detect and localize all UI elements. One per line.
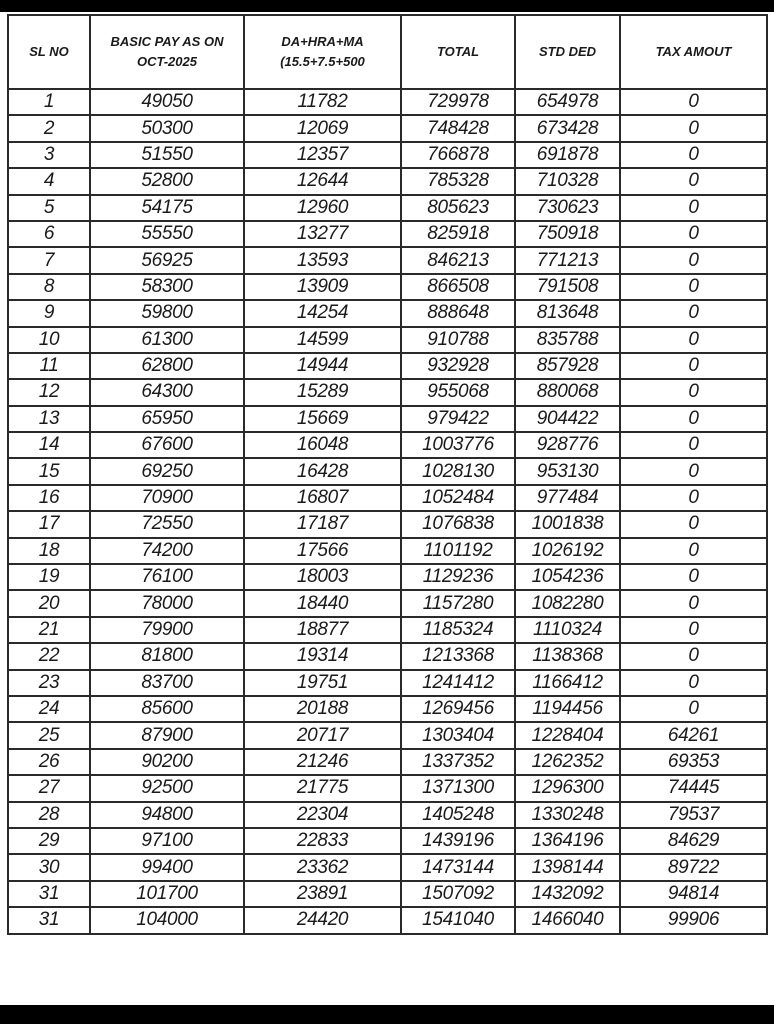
cell-tax-amount: 0: [620, 300, 767, 326]
cell-std-ded: 1432092: [515, 881, 620, 907]
cell-allowances: 23891: [244, 881, 401, 907]
table-row: [8, 485, 767, 511]
header-line: OCT-2025: [137, 54, 197, 69]
cell-std-ded: 928776: [515, 432, 620, 458]
cell-tax-amount: 0: [620, 195, 767, 221]
cell-total: 1241412: [401, 670, 515, 696]
cell-tax-amount: 0: [620, 590, 767, 616]
cell-tax-amount: 0: [620, 485, 767, 511]
cell-sl-no: 15: [8, 458, 90, 484]
cell-std-ded: 1466040: [515, 907, 620, 933]
header-line: DA+HRA+MA: [281, 34, 364, 49]
cell-tax-amount: 64261: [620, 722, 767, 748]
cell-total: 825918: [401, 221, 515, 247]
header-allowances: [244, 15, 401, 89]
cell-basic-pay: 52800: [90, 168, 244, 194]
table-body: [8, 89, 767, 934]
cell-sl-no: 5: [8, 195, 90, 221]
table-row: [8, 881, 767, 907]
cell-basic-pay: 74200: [90, 538, 244, 564]
cell-tax-amount: 0: [620, 142, 767, 168]
cell-tax-amount: 0: [620, 221, 767, 247]
cell-sl-no: 8: [8, 274, 90, 300]
cell-total: 729978: [401, 89, 515, 115]
cell-total: 1269456: [401, 696, 515, 722]
cell-tax-amount: 94814: [620, 881, 767, 907]
cell-tax-amount: 0: [620, 643, 767, 669]
cell-tax-amount: 0: [620, 511, 767, 537]
cell-tax-amount: 84629: [620, 828, 767, 854]
cell-total: 1303404: [401, 722, 515, 748]
cell-allowances: 15289: [244, 379, 401, 405]
cell-std-ded: 691878: [515, 142, 620, 168]
cell-sl-no: 24: [8, 696, 90, 722]
cell-basic-pay: 55550: [90, 221, 244, 247]
cell-total: 1405248: [401, 802, 515, 828]
cell-sl-no: 22: [8, 643, 90, 669]
table-row: [8, 907, 767, 933]
cell-sl-no: 21: [8, 617, 90, 643]
top-black-border: [0, 0, 774, 12]
cell-basic-pay: 50300: [90, 115, 244, 141]
cell-basic-pay: 87900: [90, 722, 244, 748]
cell-sl-no: 31: [8, 881, 90, 907]
cell-sl-no: 11: [8, 353, 90, 379]
cell-tax-amount: 0: [620, 538, 767, 564]
cell-allowances: 22304: [244, 802, 401, 828]
cell-tax-amount: 0: [620, 168, 767, 194]
cell-sl-no: 6: [8, 221, 90, 247]
cell-sl-no: 26: [8, 749, 90, 775]
cell-tax-amount: 0: [620, 670, 767, 696]
cell-allowances: 17566: [244, 538, 401, 564]
header-basic-pay: [90, 15, 244, 89]
cell-allowances: 12069: [244, 115, 401, 141]
cell-allowances: 18877: [244, 617, 401, 643]
cell-basic-pay: 104000: [90, 907, 244, 933]
cell-basic-pay: 85600: [90, 696, 244, 722]
cell-tax-amount: 0: [620, 432, 767, 458]
cell-sl-no: 28: [8, 802, 90, 828]
cell-std-ded: 813648: [515, 300, 620, 326]
cell-sl-no: 7: [8, 247, 90, 273]
cell-allowances: 18003: [244, 564, 401, 590]
cell-sl-no: 14: [8, 432, 90, 458]
cell-std-ded: 673428: [515, 115, 620, 141]
cell-total: 1337352: [401, 749, 515, 775]
cell-std-ded: 1330248: [515, 802, 620, 828]
cell-std-ded: 750918: [515, 221, 620, 247]
header-line: TAX AMOUT: [655, 44, 732, 59]
cell-sl-no: 18: [8, 538, 90, 564]
cell-total: 1157280: [401, 590, 515, 616]
cell-std-ded: 1166412: [515, 670, 620, 696]
cell-basic-pay: 101700: [90, 881, 244, 907]
cell-total: 910788: [401, 327, 515, 353]
cell-std-ded: 1082280: [515, 590, 620, 616]
cell-allowances: 16807: [244, 485, 401, 511]
cell-std-ded: 904422: [515, 406, 620, 432]
cell-basic-pay: 59800: [90, 300, 244, 326]
cell-basic-pay: 72550: [90, 511, 244, 537]
cell-sl-no: 20: [8, 590, 90, 616]
cell-std-ded: 1194456: [515, 696, 620, 722]
cell-std-ded: 730623: [515, 195, 620, 221]
table-row: [8, 327, 767, 353]
cell-std-ded: 1398144: [515, 854, 620, 880]
table-row: [8, 749, 767, 775]
cell-basic-pay: 70900: [90, 485, 244, 511]
cell-total: 1028130: [401, 458, 515, 484]
cell-tax-amount: 0: [620, 564, 767, 590]
cell-tax-amount: 74445: [620, 775, 767, 801]
cell-basic-pay: 99400: [90, 854, 244, 880]
cell-basic-pay: 64300: [90, 379, 244, 405]
cell-basic-pay: 51550: [90, 142, 244, 168]
cell-tax-amount: 79537: [620, 802, 767, 828]
cell-allowances: 16428: [244, 458, 401, 484]
cell-tax-amount: 0: [620, 89, 767, 115]
table-row: [8, 538, 767, 564]
table-row: [8, 670, 767, 696]
cell-std-ded: 1296300: [515, 775, 620, 801]
table-row: [8, 564, 767, 590]
cell-basic-pay: 61300: [90, 327, 244, 353]
cell-basic-pay: 83700: [90, 670, 244, 696]
cell-sl-no: 2: [8, 115, 90, 141]
cell-total: 1541040: [401, 907, 515, 933]
table-row: [8, 115, 767, 141]
table-row: [8, 775, 767, 801]
cell-total: 932928: [401, 353, 515, 379]
cell-basic-pay: 56925: [90, 247, 244, 273]
table-row: [8, 142, 767, 168]
cell-total: 1129236: [401, 564, 515, 590]
cell-std-ded: 880068: [515, 379, 620, 405]
header-std-ded: [515, 15, 620, 89]
table-row: [8, 89, 767, 115]
cell-tax-amount: 0: [620, 406, 767, 432]
cell-basic-pay: 92500: [90, 775, 244, 801]
cell-tax-amount: 0: [620, 353, 767, 379]
cell-sl-no: 29: [8, 828, 90, 854]
cell-basic-pay: 76100: [90, 564, 244, 590]
cell-sl-no: 12: [8, 379, 90, 405]
table-row: [8, 221, 767, 247]
cell-allowances: 12644: [244, 168, 401, 194]
cell-allowances: 15669: [244, 406, 401, 432]
cell-allowances: 17187: [244, 511, 401, 537]
cell-total: 1473144: [401, 854, 515, 880]
cell-std-ded: 771213: [515, 247, 620, 273]
table-row: [8, 274, 767, 300]
cell-allowances: 13277: [244, 221, 401, 247]
cell-basic-pay: 94800: [90, 802, 244, 828]
cell-sl-no: 23: [8, 670, 90, 696]
cell-basic-pay: 67600: [90, 432, 244, 458]
table-row: [8, 617, 767, 643]
table-row: [8, 168, 767, 194]
cell-basic-pay: 78000: [90, 590, 244, 616]
cell-tax-amount: 0: [620, 247, 767, 273]
cell-allowances: 12357: [244, 142, 401, 168]
cell-std-ded: 1054236: [515, 564, 620, 590]
cell-sl-no: 3: [8, 142, 90, 168]
cell-sl-no: 4: [8, 168, 90, 194]
cell-std-ded: 1262352: [515, 749, 620, 775]
cell-allowances: 11782: [244, 89, 401, 115]
cell-total: 866508: [401, 274, 515, 300]
cell-total: 979422: [401, 406, 515, 432]
cell-std-ded: 710328: [515, 168, 620, 194]
cell-sl-no: 17: [8, 511, 90, 537]
cell-sl-no: 30: [8, 854, 90, 880]
cell-allowances: 23362: [244, 854, 401, 880]
cell-basic-pay: 79900: [90, 617, 244, 643]
cell-total: 955068: [401, 379, 515, 405]
header-sl-no: [8, 15, 90, 89]
cell-basic-pay: 54175: [90, 195, 244, 221]
cell-std-ded: 654978: [515, 89, 620, 115]
cell-std-ded: 857928: [515, 353, 620, 379]
table-row: [8, 247, 767, 273]
cell-std-ded: 1228404: [515, 722, 620, 748]
cell-total: 888648: [401, 300, 515, 326]
cell-sl-no: 31: [8, 907, 90, 933]
cell-allowances: 24420: [244, 907, 401, 933]
cell-basic-pay: 69250: [90, 458, 244, 484]
cell-allowances: 19314: [244, 643, 401, 669]
cell-total: 846213: [401, 247, 515, 273]
table-row: [8, 195, 767, 221]
table-row: [8, 511, 767, 537]
cell-tax-amount: 89722: [620, 854, 767, 880]
header-total: [401, 15, 515, 89]
cell-total: 1185324: [401, 617, 515, 643]
cell-total: 1101192: [401, 538, 515, 564]
cell-sl-no: 19: [8, 564, 90, 590]
cell-basic-pay: 97100: [90, 828, 244, 854]
cell-allowances: 19751: [244, 670, 401, 696]
cell-allowances: 13593: [244, 247, 401, 273]
cell-allowances: 14944: [244, 353, 401, 379]
cell-sl-no: 1: [8, 89, 90, 115]
pay-tax-table: [7, 14, 768, 935]
cell-sl-no: 25: [8, 722, 90, 748]
bottom-black-border: [0, 1005, 774, 1024]
cell-allowances: 12960: [244, 195, 401, 221]
table-row: [8, 432, 767, 458]
cell-std-ded: 1138368: [515, 643, 620, 669]
cell-allowances: 16048: [244, 432, 401, 458]
cell-basic-pay: 58300: [90, 274, 244, 300]
cell-total: 766878: [401, 142, 515, 168]
cell-total: 1076838: [401, 511, 515, 537]
table-row: [8, 696, 767, 722]
header-line: (15.5+7.5+500: [280, 54, 365, 69]
cell-total: 748428: [401, 115, 515, 141]
cell-total: 1052484: [401, 485, 515, 511]
cell-total: 1213368: [401, 643, 515, 669]
cell-sl-no: 16: [8, 485, 90, 511]
cell-tax-amount: 0: [620, 458, 767, 484]
cell-basic-pay: 81800: [90, 643, 244, 669]
cell-std-ded: 1364196: [515, 828, 620, 854]
cell-tax-amount: 0: [620, 115, 767, 141]
cell-total: 1507092: [401, 881, 515, 907]
left-margin: [0, 12, 5, 1005]
cell-total: 785328: [401, 168, 515, 194]
cell-allowances: 20188: [244, 696, 401, 722]
table-row: [8, 590, 767, 616]
cell-sl-no: 13: [8, 406, 90, 432]
cell-basic-pay: 62800: [90, 353, 244, 379]
cell-tax-amount: 0: [620, 274, 767, 300]
cell-std-ded: 953130: [515, 458, 620, 484]
table-row: [8, 802, 767, 828]
table-row: [8, 854, 767, 880]
cell-tax-amount: 0: [620, 696, 767, 722]
cell-basic-pay: 90200: [90, 749, 244, 775]
cell-std-ded: 977484: [515, 485, 620, 511]
cell-std-ded: 1110324: [515, 617, 620, 643]
cell-allowances: 14254: [244, 300, 401, 326]
cell-total: 1439196: [401, 828, 515, 854]
cell-total: 1371300: [401, 775, 515, 801]
header-line: SL NO: [29, 44, 69, 59]
table-row: [8, 300, 767, 326]
header-line: STD DED: [538, 44, 597, 59]
header-tax-amount: [620, 15, 767, 89]
cell-std-ded: 791508: [515, 274, 620, 300]
cell-tax-amount: 0: [620, 617, 767, 643]
table-row: [8, 353, 767, 379]
cell-allowances: 13909: [244, 274, 401, 300]
cell-sl-no: 9: [8, 300, 90, 326]
cell-total: 805623: [401, 195, 515, 221]
cell-allowances: 22833: [244, 828, 401, 854]
cell-std-ded: 1026192: [515, 538, 620, 564]
cell-tax-amount: 69353: [620, 749, 767, 775]
cell-std-ded: 1001838: [515, 511, 620, 537]
header-line: BASIC PAY AS ON: [110, 34, 224, 49]
table-header-row: [8, 15, 767, 89]
table-row: [8, 406, 767, 432]
table-row: [8, 379, 767, 405]
cell-basic-pay: 65950: [90, 406, 244, 432]
table-row: [8, 722, 767, 748]
table-row: [8, 643, 767, 669]
cell-sl-no: 27: [8, 775, 90, 801]
cell-basic-pay: 49050: [90, 89, 244, 115]
table-row: [8, 458, 767, 484]
table-row: [8, 828, 767, 854]
cell-allowances: 21775: [244, 775, 401, 801]
header-line: TOTAL: [436, 44, 480, 59]
cell-allowances: 14599: [244, 327, 401, 353]
cell-allowances: 21246: [244, 749, 401, 775]
cell-tax-amount: 0: [620, 327, 767, 353]
cell-tax-amount: 0: [620, 379, 767, 405]
cell-total: 1003776: [401, 432, 515, 458]
cell-std-ded: 835788: [515, 327, 620, 353]
cell-allowances: 20717: [244, 722, 401, 748]
cell-tax-amount: 99906: [620, 907, 767, 933]
cell-allowances: 18440: [244, 590, 401, 616]
cell-sl-no: 10: [8, 327, 90, 353]
